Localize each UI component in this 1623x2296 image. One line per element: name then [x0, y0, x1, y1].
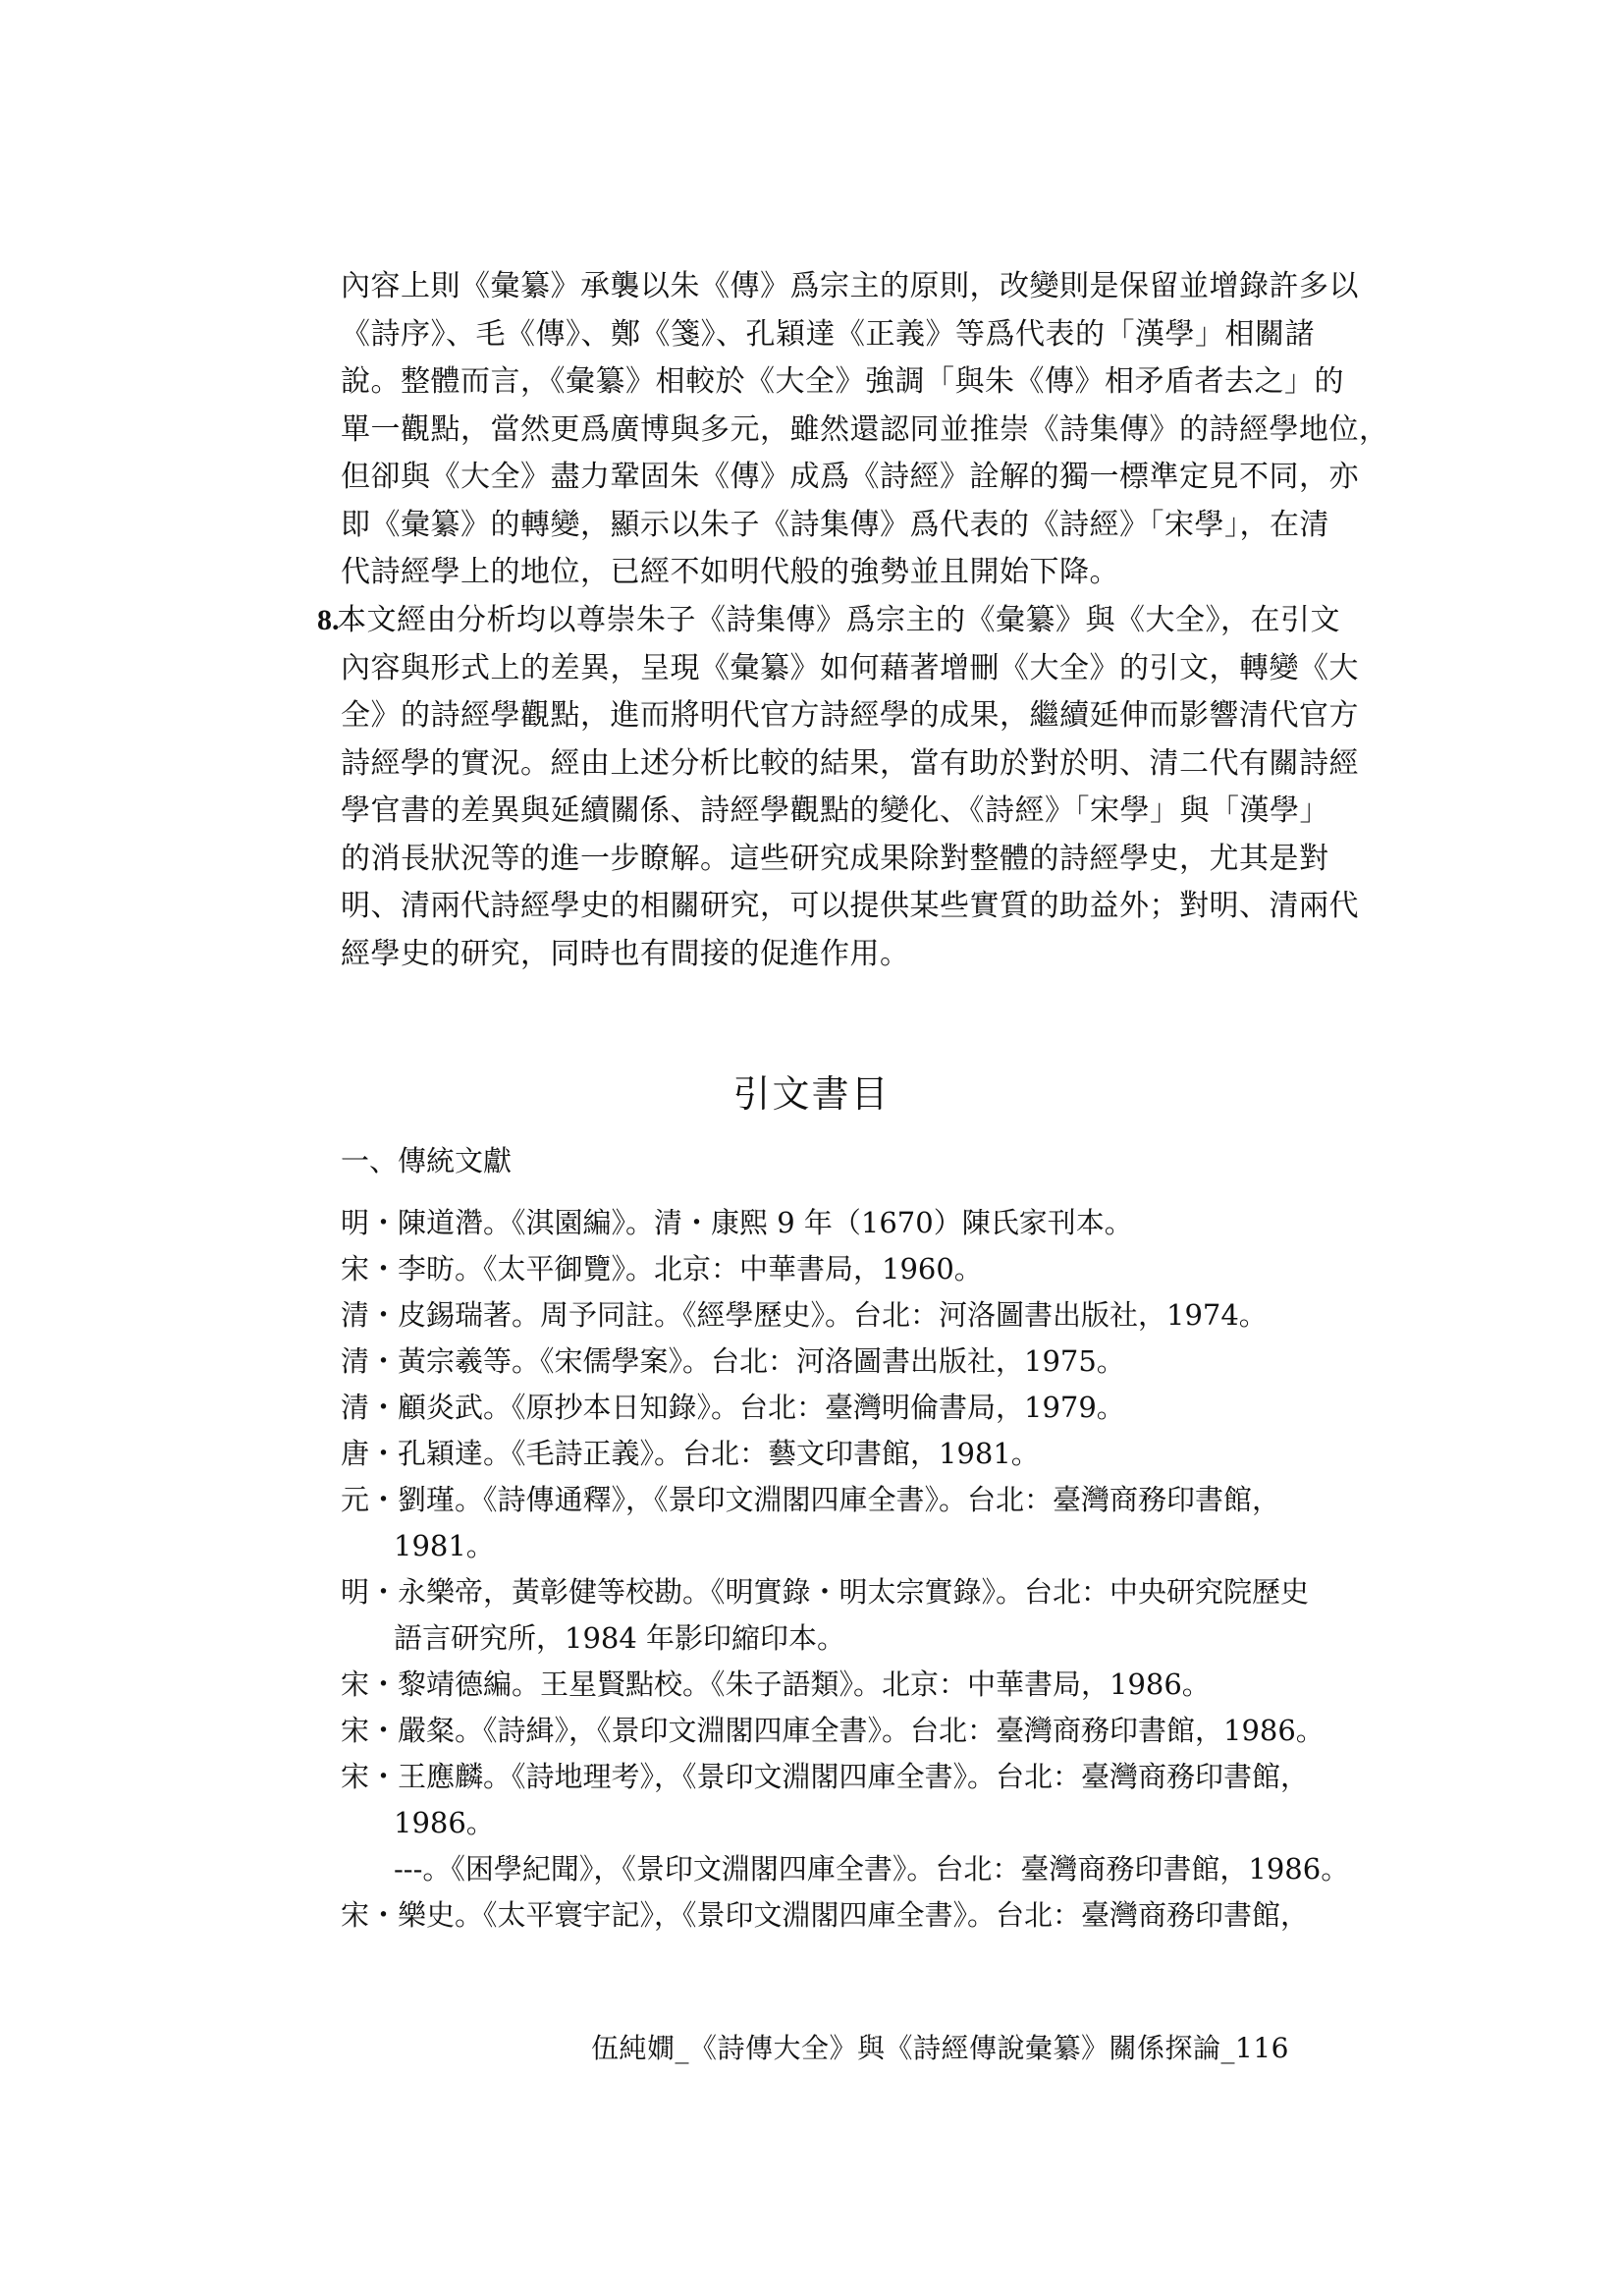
- bibliography-entry: 宋・王應麟。《詩地理考》，《景印文淵閣四庫全書》。台北：臺灣商務印書館，: [341, 1760, 1310, 1793]
- paragraph-line: 但卻與《大全》盡力鞏固朱《傳》成爲《詩經》詮解的獨一標準定見不同，亦: [341, 460, 1359, 494]
- paragraph-line: 詩經學的實況。經由上述分析比較的結果，當有助於對於明、清二代有關詩經: [341, 745, 1359, 781]
- bibliography-entry: 宋・李昉。《太平御覽》。北京：中華書局，1960。: [341, 1252, 983, 1285]
- bibliography-entry-ditto: ---。《困學紀聞》，《景印文淵閣四庫全書》。台北：臺灣商務印書館，1986。: [394, 1852, 1350, 1886]
- bibliography-entry: 清・皮錫瑞著。周予同註。《經學歷史》。台北：河洛圖書出版社，1974。: [341, 1298, 1268, 1332]
- bibliography-entry: 宋・嚴粲。《詩緝》，《景印文淵閣四庫全書》。台北：臺灣商務印書館，1986。: [341, 1714, 1325, 1747]
- page-footer: 伍純嫺_《詩傳大全》與《詩經傳說彙纂》關係探論_116: [591, 2032, 1289, 2064]
- bibliography-entry-continuation: 語言研究所，1984 年影印縮印本。: [394, 1621, 846, 1655]
- bibliography-entry-continuation: 1986。: [394, 1806, 495, 1839]
- bibliography-heading: 引文書目: [732, 1072, 891, 1116]
- paragraph-line: 即《彙纂》的轉變，顯示以朱子《詩集傳》爲代表的《詩經》「宋學」，在清: [341, 507, 1329, 542]
- bibliography-entry-continuation: 1981。: [394, 1529, 495, 1562]
- paragraph-line: 代詩經學上的地位，已經不如明代般的強勢並且開始下降。: [341, 555, 1119, 589]
- paragraph-line: 內容與形式上的差異，呈現《彙纂》如何藉著增刪《大全》的引文，轉變《大: [341, 650, 1359, 685]
- bibliography-entry: 宋・黎靖德編。王星賢點校。《朱子語類》。北京：中華書局，1986。: [341, 1667, 1211, 1701]
- bibliography-entry: 明・陳道濳。《淇園編》。清・康熙 9 年（1670）陳氏家刊本。: [341, 1206, 1133, 1239]
- bibliography-section-title: 一、傳統文獻: [341, 1144, 513, 1177]
- paragraph-line: 的消長狀況等的進一步瞭解。這些研究成果除對整體的詩經學史，尤其是對: [341, 841, 1329, 876]
- bibliography-entry: 宋・樂史。《太平寰宇記》，《景印文淵閣四庫全書》。台北：臺灣商務印書館，: [341, 1898, 1310, 1932]
- bibliography-list: [341, 1200, 1350, 1939]
- paragraph-line: 明、清兩代詩經學史的相關研究，可以提供某些實質的助益外；對明、清兩代: [341, 889, 1359, 923]
- paragraph-line: 單一觀點，當然更爲廣博與多元，雖然還認同並推崇《詩集傳》的詩經學地位，: [341, 411, 1389, 447]
- bibliography-entry: 清・黃宗羲等。《宋儒學案》。台北：河洛圖書出版社，1975。: [341, 1344, 1125, 1378]
- list-item-number: 8.: [317, 604, 340, 636]
- paragraph-line: 說。整體而言，《彙纂》相較於《大全》強調「與朱《傳》相矛盾者去之」的: [341, 364, 1344, 399]
- bibliography-entry: 清・顧炎武。《原抄本日知錄》。台北：臺灣明倫書局，1979。: [341, 1391, 1125, 1424]
- list-item-8: [317, 597, 1359, 978]
- paragraph-line: 全》的詩經學觀點，進而將明代官方詩經學的成果，繼續延伸而影響清代官方: [341, 698, 1359, 733]
- paragraph-line: 經學史的研究，同時也有間接的促進作用。: [341, 936, 910, 971]
- bibliography-entry: 元・劉瑾。《詩傳通釋》，《景印文淵閣四庫全書》。台北：臺灣商務印書館，: [341, 1483, 1281, 1516]
- paragraph-line: 學官書的差異與延續關係、詩經學觀點的變化、《詩經》「宋學」與「漢學」: [341, 793, 1329, 828]
- paragraph-continuation: [341, 263, 1389, 597]
- bibliography-entry: 明・永樂帝，黃彰健等校勘。《明實錄・明太宗實錄》。台北：中央研究院歷史: [341, 1575, 1310, 1609]
- paragraph-line: 內容上則《彙纂》承襲以朱《傳》爲宗主的原則，改變則是保留並增錄許多以: [341, 269, 1359, 303]
- paragraph-line: 《詩序》、毛《傳》、鄭《箋》、孔穎達《正義》等爲代表的「漢學」相關諸: [341, 316, 1315, 352]
- paragraph-line: 本文經由分析均以尊崇朱子《詩集傳》爲宗主的《彙纂》與《大全》，在引文: [337, 603, 1340, 637]
- bibliography-entry: 唐・孔穎達。《毛詩正義》。台北：藝文印書館，1981。: [341, 1437, 1040, 1470]
